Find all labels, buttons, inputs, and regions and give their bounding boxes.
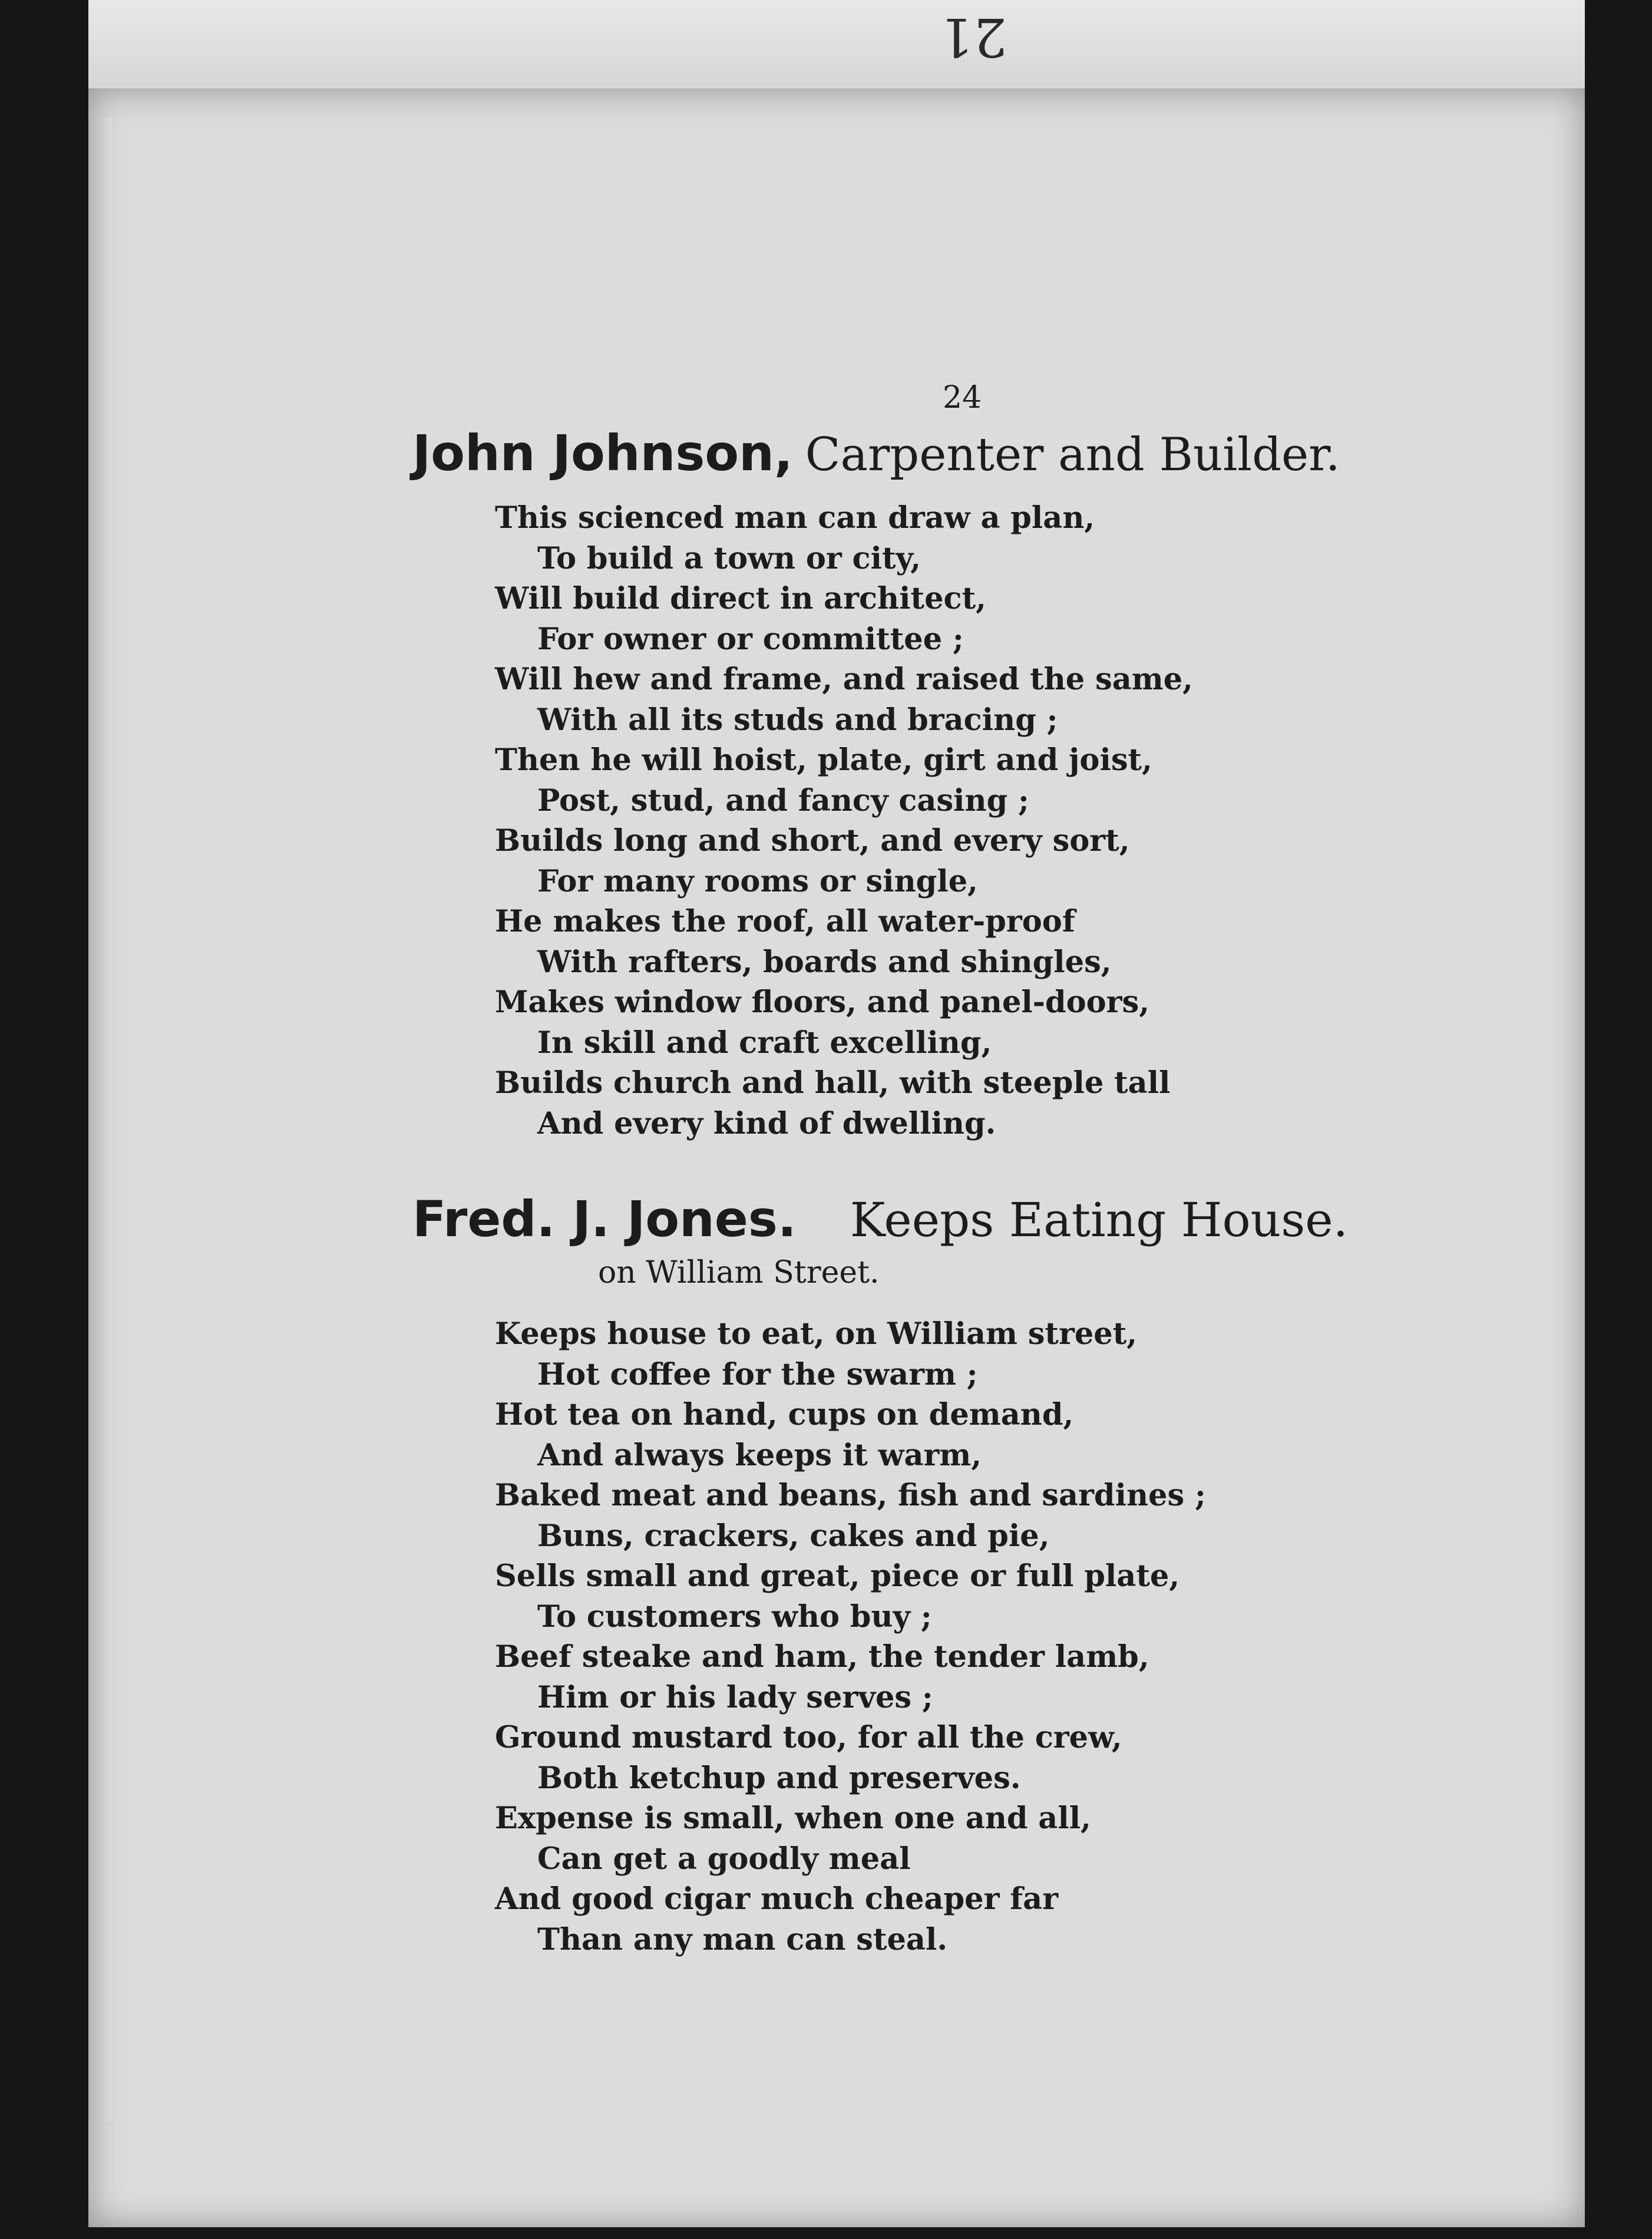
entry-heading-john-johnson (412, 424, 1340, 483)
entry-trade: Keeps Eating House. (850, 1193, 1349, 1247)
verse-line: Expense is small, when one and all, (495, 1801, 1091, 1836)
verse-line: Hot coffee for the swarm ; (537, 1356, 978, 1392)
verse-line: Builds church and hall, with steeple tall (495, 1065, 1171, 1101)
verse-line: Both ketchup and preserves. (537, 1760, 1021, 1796)
entry-name: John Johnson, (412, 424, 793, 482)
verse-line: Then he will hoist, plate, girt and joist, (495, 742, 1152, 778)
verse-line: Than any man can steal. (537, 1921, 948, 1957)
page-number: 24 (943, 380, 982, 415)
verse-line: Will build direct in architect, (495, 581, 986, 616)
verse-line: For many rooms or single, (537, 863, 978, 899)
verse-line: Him or his lady serves ; (537, 1679, 933, 1715)
verse-line: Keeps house to eat, on William street, (495, 1316, 1138, 1352)
verse-line: To customers who buy ; (537, 1599, 932, 1634)
verse-line: Builds long and short, and every sort, (495, 823, 1130, 858)
entry-trade: Carpenter and Builder. (805, 428, 1340, 481)
entry-name: Fred. J. Jones. (412, 1190, 797, 1248)
verse-line: Baked meat and beans, fish and sardines ; (495, 1478, 1206, 1513)
verse-line: With rafters, boards and shingles, (537, 944, 1112, 980)
verse-line: Beef steake and ham, the tender lamb, (495, 1639, 1149, 1675)
verse-line: Sells small and great, piece or full plate, (495, 1558, 1180, 1594)
verse-line: He makes the roof, all water-proof (495, 904, 1075, 939)
verse-line: And always keeps it warm, (537, 1437, 982, 1473)
verse-line: Makes window floors, and panel-doors, (495, 985, 1149, 1020)
bleed-through-page-number: 21 (940, 6, 1007, 68)
entry-heading-fred-jones (412, 1190, 1348, 1249)
verse-line: Post, stud, and fancy casing ; (537, 782, 1029, 818)
verse-line: To build a town or city, (537, 540, 921, 576)
entry-subheading: on William Street. (598, 1255, 880, 1290)
verse-line: For owner or committee ; (537, 621, 964, 657)
verse-line: And good cigar much cheaper far (495, 1881, 1059, 1917)
verse-line: Can get a goodly meal (537, 1841, 911, 1877)
verse-line: Will hew and frame, and raised the same, (495, 662, 1193, 697)
verse-line: Ground mustard too, for all the crew, (495, 1720, 1122, 1755)
verse-fred-jones (495, 1314, 1206, 1960)
verse-line: Hot tea on hand, cups on demand, (495, 1397, 1074, 1432)
verse-john-johnson (495, 498, 1193, 1144)
verse-line: This scienced man can draw a plan, (495, 500, 1095, 536)
verse-line: With all its studs and bracing ; (537, 702, 1058, 738)
verse-line: And every kind of dwelling. (537, 1105, 996, 1141)
verse-line: In skill and craft excelling, (537, 1025, 992, 1061)
verse-line: Buns, crackers, cakes and pie, (537, 1518, 1050, 1554)
